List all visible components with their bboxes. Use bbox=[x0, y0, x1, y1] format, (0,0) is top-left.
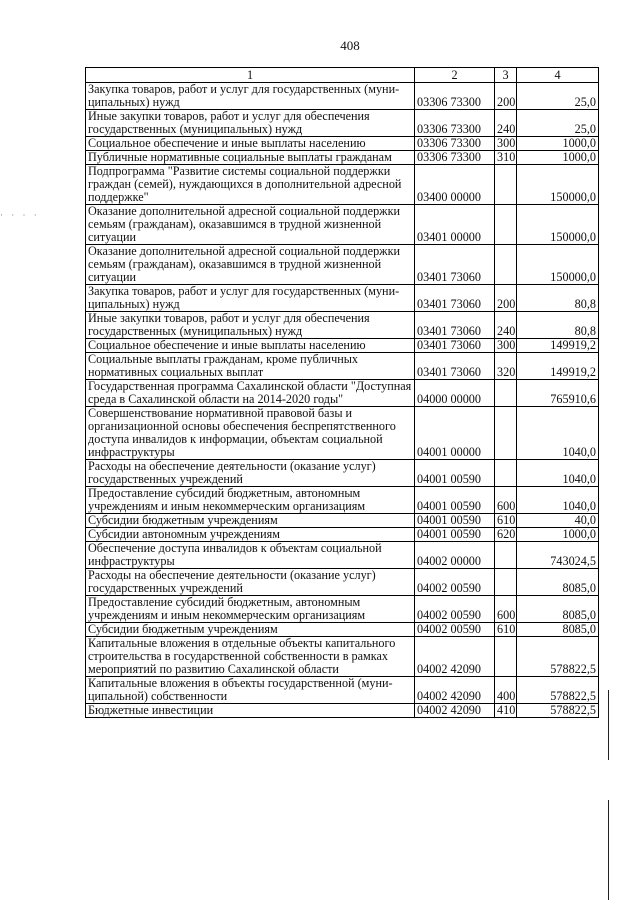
cell-type bbox=[495, 245, 517, 285]
cell-sum: 578822,5 bbox=[517, 677, 599, 704]
cell-name: Государственная программа Сахалинской области "Доступная среда в Сахалинской области на 2014-2020 годы" bbox=[86, 380, 415, 407]
cell-sum: 8085,0 bbox=[517, 623, 599, 637]
cell-name: Закупка товаров, работ и услуг для государственных (муни-ципальных) нужд bbox=[86, 83, 415, 110]
cell-sum: 150000,0 bbox=[517, 165, 599, 205]
table-row bbox=[86, 380, 599, 407]
cell-code: 04002 00590 bbox=[415, 569, 495, 596]
table-row bbox=[86, 137, 599, 151]
cell-code: 04002 00590 bbox=[415, 623, 495, 637]
table-row bbox=[86, 312, 599, 339]
cell-type: 400 bbox=[495, 677, 517, 704]
cell-sum: 150000,0 bbox=[517, 205, 599, 245]
scan-artifact: · · · · bbox=[0, 210, 40, 220]
cell-type: 320 bbox=[495, 353, 517, 380]
table-row bbox=[86, 245, 599, 285]
cell-sum: 743024,5 bbox=[517, 542, 599, 569]
cell-type bbox=[495, 460, 517, 487]
cell-sum: 25,0 bbox=[517, 83, 599, 110]
cell-name: Социальные выплаты гражданам, кроме публичных нормативных социальных выплат bbox=[86, 353, 415, 380]
cell-name: Закупка товаров, работ и услуг для государственных (муни-ципальных) нужд bbox=[86, 285, 415, 312]
table-row bbox=[86, 528, 599, 542]
cell-code: 04001 00590 bbox=[415, 460, 495, 487]
cell-type bbox=[495, 380, 517, 407]
cell-type: 240 bbox=[495, 110, 517, 137]
table-row bbox=[86, 514, 599, 528]
cell-name: Обеспечение доступа инвалидов к объектам социальной инфраструктуры bbox=[86, 542, 415, 569]
table-row bbox=[86, 542, 599, 569]
cell-code: 04002 42090 bbox=[415, 677, 495, 704]
cell-code: 03306 73300 bbox=[415, 151, 495, 165]
table-row bbox=[86, 285, 599, 312]
table-row bbox=[86, 623, 599, 637]
cell-name: Расходы на обеспечение деятельности (оказание услуг) государственных учреждений bbox=[86, 460, 415, 487]
cell-sum: 578822,5 bbox=[517, 637, 599, 677]
cell-type bbox=[495, 569, 517, 596]
cell-type: 610 bbox=[495, 514, 517, 528]
cell-code: 03306 73300 bbox=[415, 110, 495, 137]
table-header-row bbox=[86, 68, 599, 83]
cell-name: Капитальные вложения в отдельные объекты капитального строительства в государственной собственности в рамках мероприятий по развитию Сахалинской области bbox=[86, 637, 415, 677]
cell-name: Социальное обеспечение и иные выплаты населению bbox=[86, 137, 415, 151]
budget-table bbox=[85, 67, 599, 718]
cell-name: Социальное обеспечение и иные выплаты населению bbox=[86, 339, 415, 353]
table-row bbox=[86, 353, 599, 380]
table-row bbox=[86, 460, 599, 487]
header-col-4: 4 bbox=[517, 68, 599, 83]
cell-name: Оказание дополнительной адресной социальной поддержки семьям (гражданам), оказавшимся в трудной жизненной ситуации bbox=[86, 245, 415, 285]
cell-name: Публичные нормативные социальные выплаты гражданам bbox=[86, 151, 415, 165]
page-number: 408 bbox=[340, 38, 360, 53]
cell-type: 610 bbox=[495, 623, 517, 637]
cell-name: Капитальные вложения в объекты государственной (муни-ципальной) собственности bbox=[86, 677, 415, 704]
cell-type: 300 bbox=[495, 137, 517, 151]
cell-type: 200 bbox=[495, 83, 517, 110]
cell-code: 04000 00000 bbox=[415, 380, 495, 407]
table-row bbox=[86, 151, 599, 165]
cell-name: Иные закупки товаров, работ и услуг для обеспечения государственных (муниципальных) нужд bbox=[86, 312, 415, 339]
cell-sum: 8085,0 bbox=[517, 569, 599, 596]
table-row bbox=[86, 569, 599, 596]
cell-code: 03306 73300 bbox=[415, 83, 495, 110]
table-row bbox=[86, 596, 599, 623]
cell-sum: 1040,0 bbox=[517, 407, 599, 460]
cell-name: Бюджетные инвестиции bbox=[86, 704, 415, 718]
cell-type bbox=[495, 205, 517, 245]
cell-type: 300 bbox=[495, 339, 517, 353]
cell-sum: 1040,0 bbox=[517, 460, 599, 487]
cell-code: 04002 42090 bbox=[415, 704, 495, 718]
table-row bbox=[86, 407, 599, 460]
cell-name: Совершенствование нормативной правовой базы и организационной основы обеспечения беспрепятственного доступа инвалидов к информации, объектам социальной инфраструктуры bbox=[86, 407, 415, 460]
cell-name: Подпрограмма "Развитие системы социальной поддержки граждан (семей), нуждающихся в дополнительной адресной поддержке" bbox=[86, 165, 415, 205]
cell-sum: 150000,0 bbox=[517, 245, 599, 285]
table-row bbox=[86, 110, 599, 137]
cell-sum: 149919,2 bbox=[517, 339, 599, 353]
cell-sum: 1000,0 bbox=[517, 528, 599, 542]
table-row bbox=[86, 339, 599, 353]
cell-name: Расходы на обеспечение деятельности (оказание услуг) государственных учреждений bbox=[86, 569, 415, 596]
cell-sum: 1000,0 bbox=[517, 137, 599, 151]
cell-name: Субсидии автономным учреждениям bbox=[86, 528, 415, 542]
table-row bbox=[86, 704, 599, 718]
cell-type: 410 bbox=[495, 704, 517, 718]
cell-code: 03401 73060 bbox=[415, 353, 495, 380]
table-row bbox=[86, 83, 599, 110]
header-col-3: 3 bbox=[495, 68, 517, 83]
cell-type bbox=[495, 637, 517, 677]
cell-sum: 1040,0 bbox=[517, 487, 599, 514]
cell-code: 04001 00590 bbox=[415, 528, 495, 542]
cell-code: 03401 73060 bbox=[415, 312, 495, 339]
cell-code: 04002 00000 bbox=[415, 542, 495, 569]
margin-line bbox=[608, 800, 609, 900]
margin-line bbox=[608, 690, 609, 760]
cell-sum: 1000,0 bbox=[517, 151, 599, 165]
cell-sum: 25,0 bbox=[517, 110, 599, 137]
cell-sum: 80,8 bbox=[517, 285, 599, 312]
cell-code: 03401 73060 bbox=[415, 245, 495, 285]
table-row bbox=[86, 205, 599, 245]
table-row bbox=[86, 165, 599, 205]
cell-name: Предоставление субсидий бюджетным, автономным учреждениям и иным некоммерческим организациям bbox=[86, 596, 415, 623]
cell-code: 04002 00590 bbox=[415, 596, 495, 623]
cell-type bbox=[495, 407, 517, 460]
table-row bbox=[86, 677, 599, 704]
cell-type: 600 bbox=[495, 487, 517, 514]
cell-sum: 80,8 bbox=[517, 312, 599, 339]
cell-sum: 578822,5 bbox=[517, 704, 599, 718]
cell-type: 240 bbox=[495, 312, 517, 339]
cell-name: Субсидии бюджетным учреждениям bbox=[86, 514, 415, 528]
cell-sum: 765910,6 bbox=[517, 380, 599, 407]
cell-code: 03401 00000 bbox=[415, 205, 495, 245]
cell-code: 03401 73060 bbox=[415, 339, 495, 353]
cell-code: 03401 73060 bbox=[415, 285, 495, 312]
cell-name: Оказание дополнительной адресной социальной поддержки семьям (гражданам), оказавшимся в трудной жизненной ситуации bbox=[86, 205, 415, 245]
cell-code: 04002 42090 bbox=[415, 637, 495, 677]
cell-code: 04001 00000 bbox=[415, 407, 495, 460]
table-body bbox=[86, 83, 599, 718]
cell-type: 200 bbox=[495, 285, 517, 312]
cell-type: 310 bbox=[495, 151, 517, 165]
cell-sum: 40,0 bbox=[517, 514, 599, 528]
header-col-1: 1 bbox=[86, 68, 415, 83]
cell-code: 03306 73300 bbox=[415, 137, 495, 151]
cell-type: 620 bbox=[495, 528, 517, 542]
cell-name: Иные закупки товаров, работ и услуг для обеспечения государственных (муниципальных) нужд bbox=[86, 110, 415, 137]
cell-type bbox=[495, 542, 517, 569]
cell-type bbox=[495, 165, 517, 205]
cell-name: Субсидии бюджетным учреждениям bbox=[86, 623, 415, 637]
cell-name: Предоставление субсидий бюджетным, автономным учреждениям и иным некоммерческим организациям bbox=[86, 487, 415, 514]
cell-sum: 149919,2 bbox=[517, 353, 599, 380]
cell-sum: 8085,0 bbox=[517, 596, 599, 623]
table-row bbox=[86, 637, 599, 677]
cell-type: 600 bbox=[495, 596, 517, 623]
table-row bbox=[86, 487, 599, 514]
cell-code: 04001 00590 bbox=[415, 514, 495, 528]
header-col-2: 2 bbox=[415, 68, 495, 83]
cell-code: 04001 00590 bbox=[415, 487, 495, 514]
cell-code: 03400 00000 bbox=[415, 165, 495, 205]
